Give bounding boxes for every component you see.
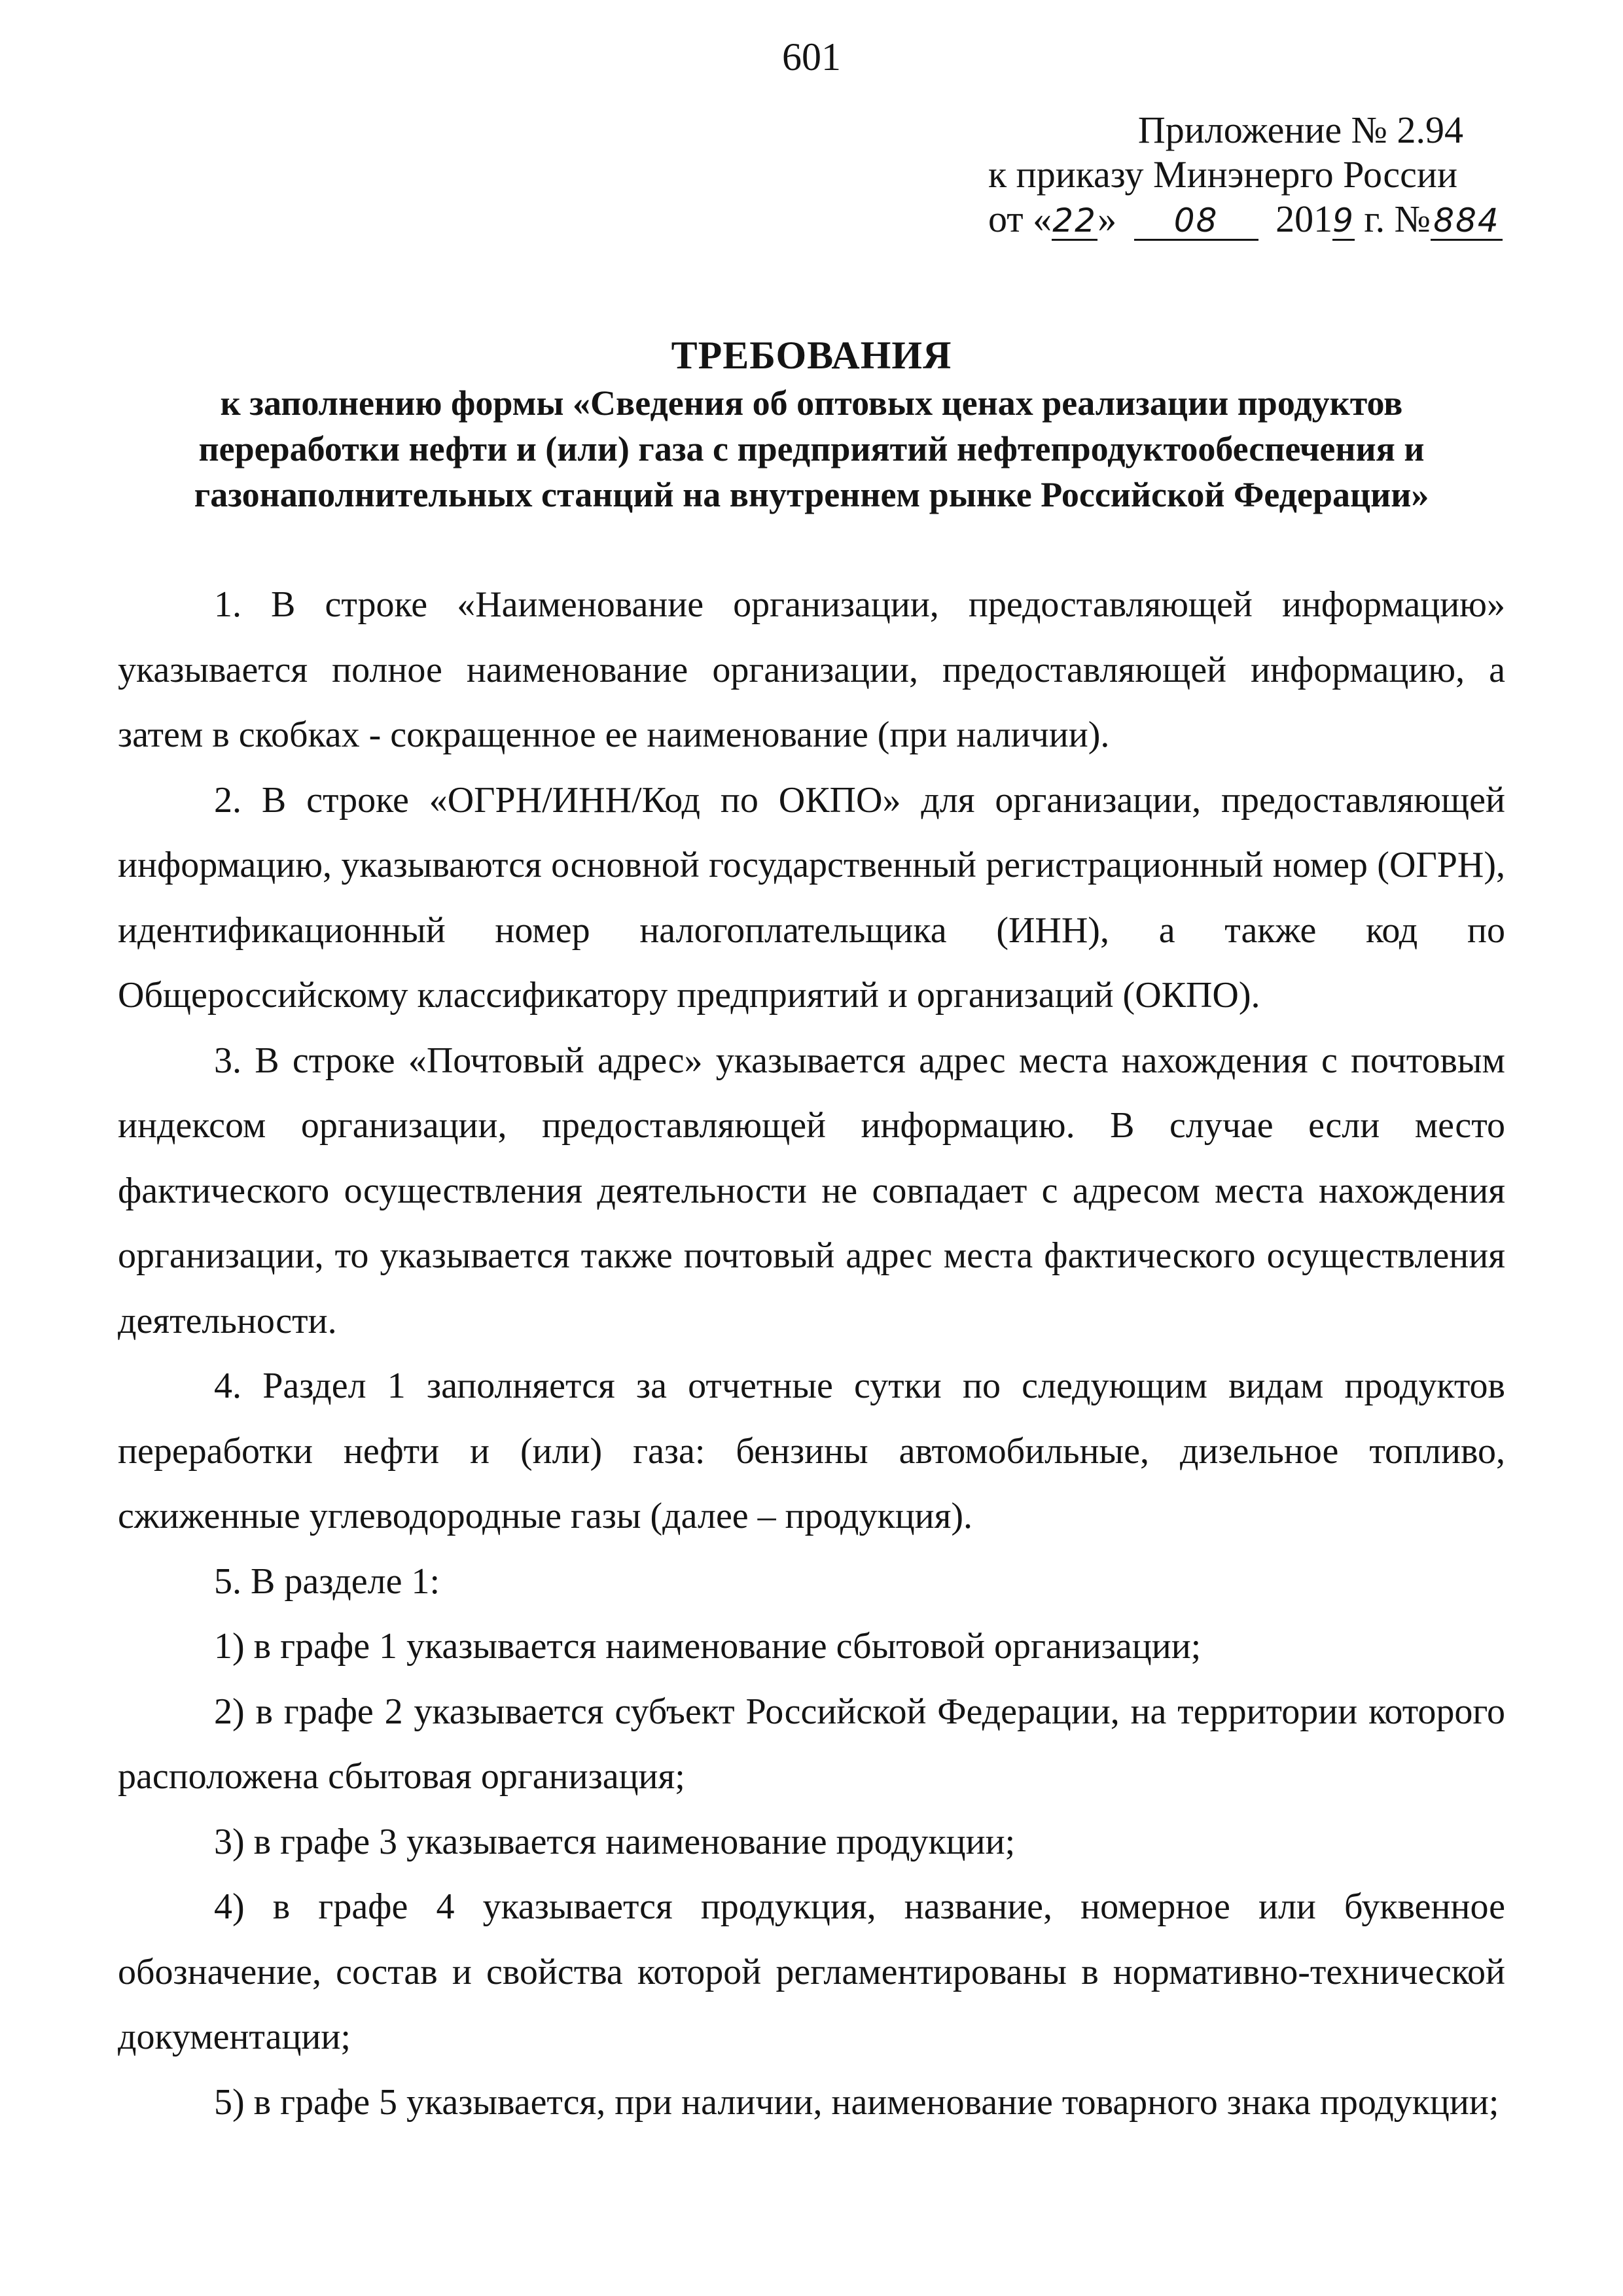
page-number: 601 bbox=[782, 35, 841, 79]
date-year-prefix: 201 bbox=[1275, 198, 1333, 240]
appendix-order-date bbox=[988, 197, 1503, 241]
handwritten-month: 08 bbox=[1134, 202, 1258, 241]
date-after-day: » bbox=[1097, 198, 1117, 240]
title-line-1: к заполнению формы «Сведения об оптовых ценах реализации продуктов bbox=[220, 383, 1403, 423]
title-main: ТРЕБОВАНИЯ bbox=[671, 334, 952, 377]
list-item-4: 4) в графе 4 указывается продукция, название, номерное или буквенное обозначение, состав и свойства которой регламентированы в нормативно-технической документации; bbox=[118, 1886, 1505, 2057]
paragraph-1: 1. В строке «Наименование организации, предоставляющей информацию» указывается полное наименование организации, предоставляющей информацию, а затем в скобках - сокращенное ее наименование (при наличии). bbox=[118, 584, 1505, 755]
handwritten-year-digit: 9 bbox=[1332, 202, 1355, 239]
paragraph-2: 2. В строке «ОГРН/ИНН/Код по ОКПО» для организации, предоставляющей информацию, указываются основной государственный регистрационный номер (ОГРН), идентификационный номер налогоплательщика (ИНН), а также код по Общероссийскому классификатору предприятий и организаций (ОКПО). bbox=[118, 779, 1505, 1016]
document-title bbox=[118, 330, 1505, 518]
list-item-1: 1) в графе 1 указывается наименование сбытовой организации; bbox=[214, 1626, 1202, 1667]
handwritten-order-number: 884 bbox=[1431, 202, 1503, 241]
title-line-2: переработки нефти и (или) газа с предприятий нефтепродуктообеспечения и bbox=[198, 429, 1425, 468]
document-body bbox=[118, 573, 1505, 2135]
paragraph-3: 3. В строке «Почтовый адрес» указывается адрес места нахождения с почтовым индексом организации, предоставляющей информацию. В случае если место фактического осуществления деятельности не совпадает с адресом места нахождения организации, то указывается также почтовый адрес места фактического осуществления деятельности. bbox=[118, 1040, 1505, 1341]
date-prefix: от « bbox=[988, 198, 1052, 240]
list-item-2: 2) в графе 2 указывается субъект Российской Федерации, на территории которого расположена сбытовая организация; bbox=[118, 1691, 1505, 1797]
appendix-order-reference: к приказу Минэнерго России bbox=[988, 153, 1457, 196]
list-item-5: 5) в графе 5 указывается, при наличии, наименование товарного знака продукции; bbox=[214, 2081, 1499, 2123]
title-line-3: газонаполнительных станций на внутреннем рынке Российской Федерации» bbox=[194, 475, 1429, 514]
appendix-header bbox=[988, 108, 1503, 241]
paragraph-5: 5. В разделе 1: bbox=[214, 1561, 440, 1602]
list-item-3: 3) в графе 3 указывается наименование продукции; bbox=[214, 1821, 1016, 1862]
handwritten-day: 22 bbox=[1052, 202, 1097, 239]
appendix-number: Приложение № 2.94 bbox=[1137, 109, 1463, 151]
paragraph-4: 4. Раздел 1 заполняется за отчетные сутки по следующим видам продуктов переработки нефти и (или) газа: бензины автомобильные, дизельное топливо, сжиженные углеводородные газы (далее – продукция). bbox=[118, 1366, 1505, 1536]
date-year-suffix: г. № bbox=[1354, 198, 1431, 240]
